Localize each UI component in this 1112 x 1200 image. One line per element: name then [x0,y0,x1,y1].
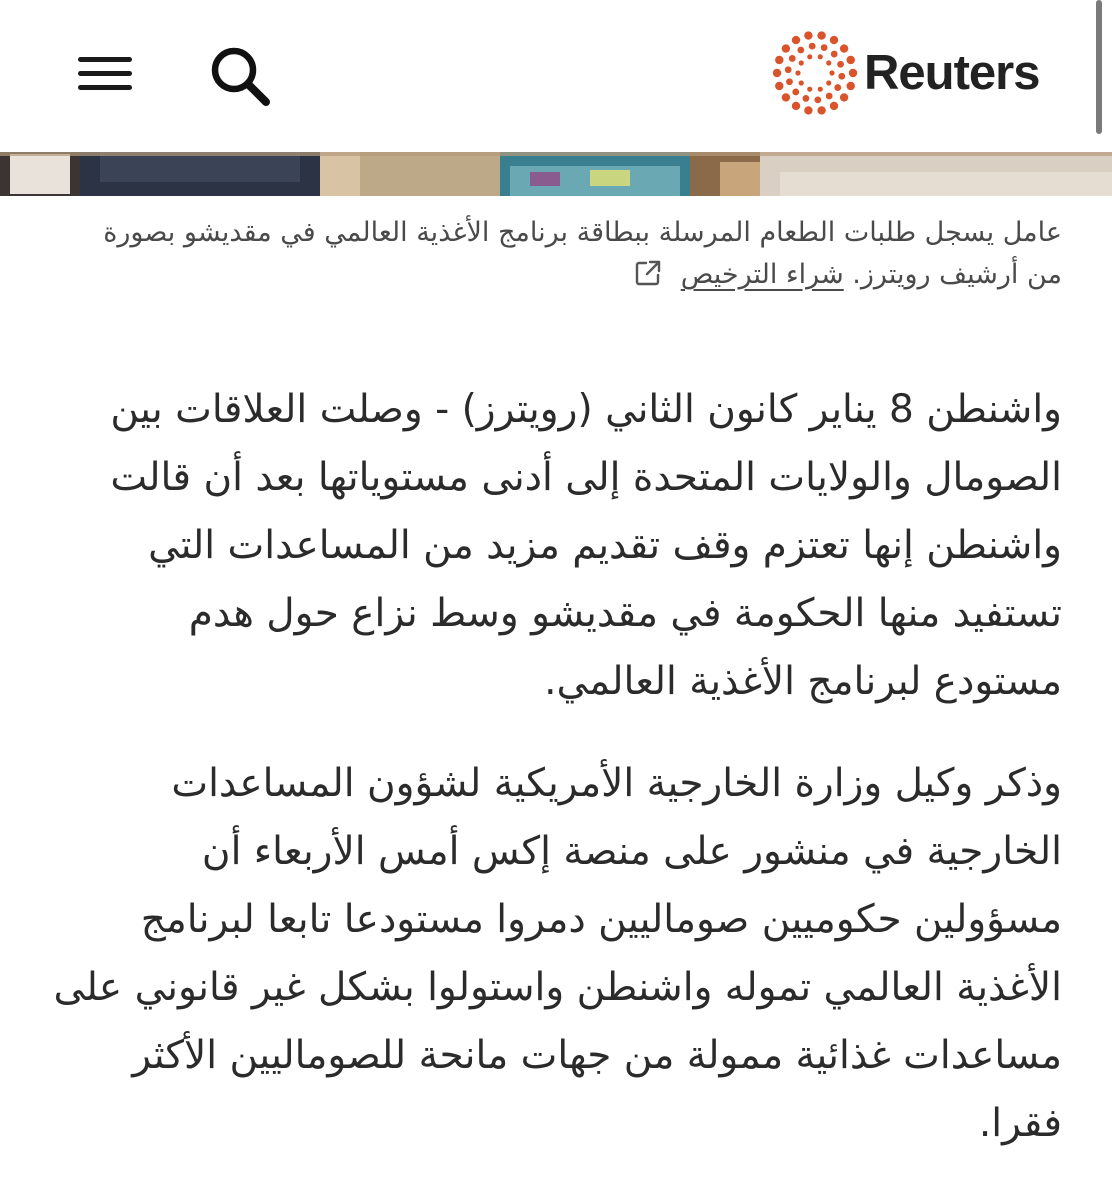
article-paragraph-2: وذكر وكيل وزارة الخارجية الأمريكية لشؤون المساعدات الخارجية في منشور على منصة إكس أمس الأربعاء أن مسؤولين حكوميين صوماليين دمروا مستودعا تابعا لبرنامج الأغذية العالمي تموله واشنطن واستولوا بشكل غير قانوني على مساعدات غذائية ممولة من جهات مانحة للصوماليين الأكثر فقرا. [53,761,1062,1146]
logo-dot [834,84,841,91]
caption-text: عامل يسجل طلبات الطعام المرسلة ببطاقة برنامج الأغذية العالمي في مقديشو بصورة من أرشيف رويترز. [103,217,1062,290]
logo-dot [799,60,804,65]
logo-dot [782,93,790,101]
logo-dot [847,82,855,90]
hamburger-menu-icon[interactable] [76,50,134,96]
logo-dot [782,44,790,52]
logo-dot [818,87,823,92]
site-header [0,0,1112,150]
logo-dot [840,44,848,52]
logo-dot [814,96,821,103]
logo-dot [792,102,800,110]
logo-dot [807,54,812,59]
scrollbar[interactable] [1096,0,1102,134]
logo-dot [838,73,845,80]
article-paragraph-1: واشنطن 8 يناير كانون الثاني (رويترز) - وصلت العلاقات بين الصومال والولايات المتحدة إلى أدنى مستوياتها بعد أن قالت واشنطن إنها تعتزم وقف تقديم مزيد من المساعدات التي تستفيد منها الحكومة في مقديشو وسط نزاع حول هدم مستودع لبرنامج الأغذية العالمي. [110,387,1062,704]
logo-dot [826,80,831,85]
logo-dot [817,31,825,39]
search-icon[interactable] [204,40,274,110]
logo-dot [840,93,848,101]
logo-dot [830,36,838,44]
logo-dot [792,89,799,96]
logo-dot [818,54,823,59]
logo-dot [804,31,812,39]
logo-dot [817,106,825,114]
logo-dot [830,102,838,110]
reuters-logo[interactable] [772,30,1067,116]
logo-dot [799,80,804,85]
license-link[interactable]: شراء الترخيص [680,259,844,290]
hero-image [0,152,1112,196]
logo-dot [847,56,855,64]
logo-dot [837,61,844,68]
hero-image-crop [0,152,1112,196]
logo-dot [789,55,796,62]
logo-dot [821,44,828,51]
logo-dot [807,87,812,92]
logo-dot [826,93,833,100]
reuters-logo-mark-icon [772,30,858,116]
logo-dot [775,82,783,90]
article-body [50,376,1062,1192]
image-caption [102,212,1062,296]
logo-dot [831,51,838,58]
logo-dot [773,69,781,77]
brand-name: Reuters [864,46,1040,100]
logo-dot [802,95,809,102]
logo-dot [775,56,783,64]
logo-dot [849,69,857,77]
logo-dot [797,47,804,54]
logo-dot [795,70,800,75]
logo-dot [826,60,831,65]
logo-dot [785,66,792,73]
logo-dot [804,106,812,114]
external-link-icon[interactable] [634,259,662,287]
logo-dot [786,78,793,85]
logo-dot [829,70,834,75]
logo-dot [792,36,800,44]
logo-dot [809,43,816,50]
